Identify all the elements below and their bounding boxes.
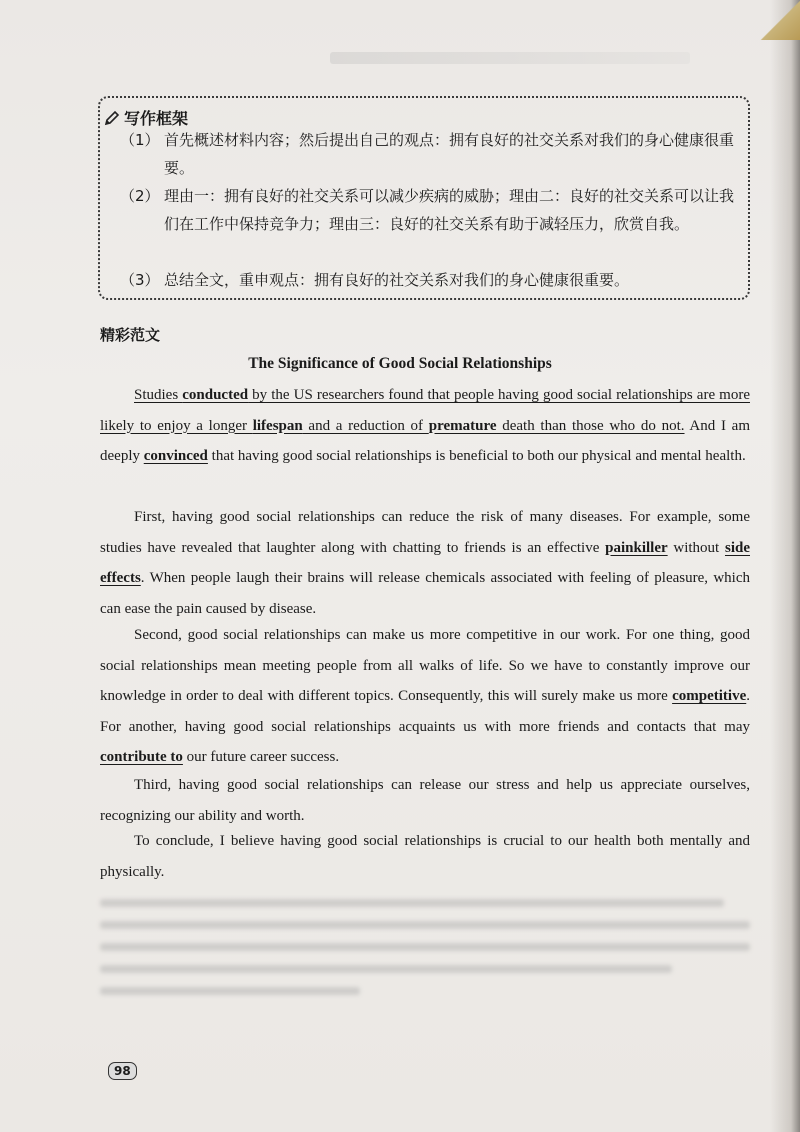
vocab-word: lifespan [252, 417, 303, 434]
framework-item-number: （2） [120, 187, 160, 205]
vocab-word: premature [428, 417, 497, 434]
vocab-word: competitive [672, 688, 747, 704]
vocab-word: convinced [143, 448, 208, 464]
framework-item-text: 总结全文，重申观点：拥有良好的社交关系对我们的身心健康很重要。 [164, 271, 630, 289]
framework-item-number: （1） [120, 131, 160, 149]
pencil-icon [104, 110, 120, 126]
page-corner [760, 0, 800, 40]
essay-paragraph-4: Third, having good social relationships can release our stress and help us appreciate ourselves, recognizing our ability and worth. [100, 777, 750, 824]
framework-item-2 [120, 182, 740, 238]
bleed-through-text [100, 885, 750, 1030]
essay-paragraph-3: Second, good social relationships can make us more competitive in our work. For one thing, good social relationships mean meeting people from all walks of life. So we have to constantly improve our knowledge in order to deal with different topics. Consequently, this will surely make us more competitive. For another, having good social relationships acquaints us with more friends and contacts that may contribute to our future career success. [100, 627, 750, 765]
essay-paragraph-5: To conclude, I believe having good social relationships is crucial to our health both mentally and physically. [100, 833, 750, 880]
essay-title: The Significance of Good Social Relationships [248, 355, 552, 372]
vocab-word: side effects [100, 539, 750, 586]
essay-paragraph-2: First, having good social relationships can reduce the risk of many diseases. For example, some studies have revealed that laughter along with chatting to friends is an effective painkiller without side effects. When people laugh their brains will release chemicals associated with feeling of pleasure, which can ease the pain caused by disease. [100, 509, 750, 617]
section-title: 精彩范文 [100, 326, 161, 344]
framework-item-text: 首先概述材料内容；然后提出自己的观点：拥有良好的社交关系对我们的身心健康很重要。 [164, 131, 735, 177]
book-spine-shadow [770, 0, 800, 1132]
bleed-through-header [330, 52, 690, 64]
framework-item-text: 理由一：拥有良好的社交关系可以减少疾病的威胁；理由二：良好的社交关系可以让我们在工作中保持竞争力；理由三：良好的社交关系有助于减轻压力，欣赏自我。 [164, 187, 735, 233]
essay-paragraph-1: Studies conducted by the US researchers found that people having good social relationships are more likely to enjoy a longer lifespan and a reduction of premature death than those who do not. And I am deeply convinced that having good social relationships is beneficial to both our physical and mental health. [100, 387, 750, 464]
vocab-word: contribute to [100, 749, 183, 765]
page-number: 98 [108, 1062, 137, 1080]
vocab-word: conducted [182, 387, 249, 403]
framework-item-number: （3） [120, 271, 160, 289]
framework-title: 写作框架 [124, 109, 189, 128]
framework-item-3 [120, 266, 740, 294]
vocab-word: painkiller [605, 539, 668, 556]
framework-item-1 [120, 126, 740, 182]
